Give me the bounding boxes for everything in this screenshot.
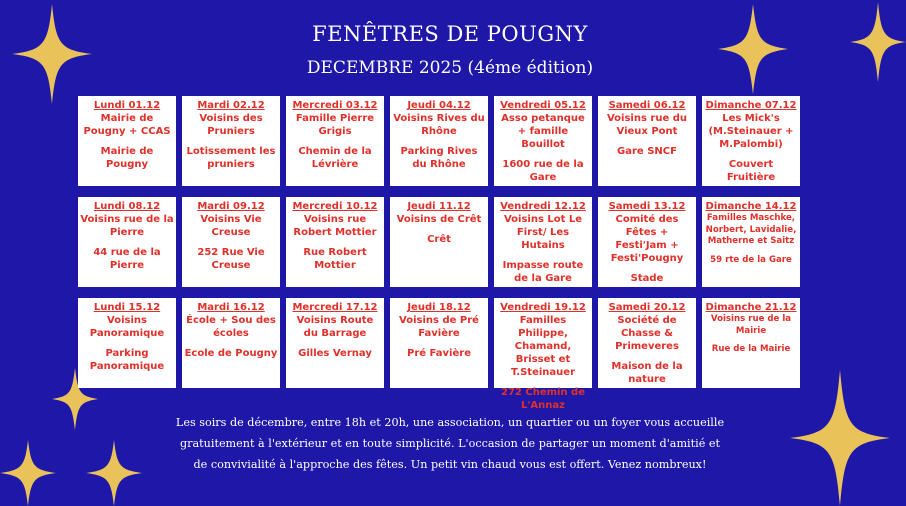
location: Rue Robert Mottier — [303, 247, 367, 271]
day-date: Vendredi 05.12 — [500, 100, 586, 111]
day-date: Dimanche 07.12 — [705, 100, 797, 111]
host-name: Voisins Vie Creuse — [200, 214, 262, 238]
host-name: Familles Maschke, Norbert, Lavidalie, Matherne et Saitz — [705, 213, 797, 246]
location: Rue de la Mairie — [711, 344, 791, 354]
location: Chemin de la Lévrière — [298, 146, 372, 170]
day-card — [182, 96, 280, 186]
day-date: Mercredi 10.12 — [292, 201, 378, 212]
location: Impasse route de la Gare — [502, 260, 584, 284]
gold-star-icon — [12, 4, 92, 104]
gold-star-icon — [790, 370, 890, 506]
host-name: Voisins de Pré Favière — [399, 315, 479, 339]
day-card — [702, 298, 800, 388]
day-card — [702, 197, 800, 287]
host-name: Société de Chasse & Primeveres — [615, 315, 679, 352]
location: 59 rte de la Gare — [710, 254, 792, 265]
day-date: Jeudi 11.12 — [407, 201, 471, 212]
location: Parking Rives du Rhône — [400, 146, 478, 170]
host-name: Voisins rue de la Pierre — [80, 214, 174, 238]
day-card — [390, 197, 488, 287]
location: Maison de la nature — [611, 361, 683, 385]
day-date: Mercredi 03.12 — [292, 100, 378, 111]
host-name: Voisins de Crêt — [396, 214, 482, 225]
day-card — [494, 298, 592, 411]
location: 44 rue de la Pierre — [93, 247, 161, 271]
day-card — [494, 197, 592, 287]
host-name: Voisins Route du Barrage — [296, 315, 374, 339]
day-date: Vendredi 19.12 — [500, 302, 586, 313]
location: Couvert Fruitière — [726, 159, 776, 183]
location: Parking Panoramique — [89, 348, 165, 372]
host-name: Voisins rue de la Mairie — [710, 314, 792, 336]
location: 1600 rue de la Gare — [502, 159, 584, 183]
host-name: École + Sou des écoles — [186, 315, 276, 339]
location: Stade — [630, 273, 664, 284]
day-card — [286, 197, 384, 287]
day-date: Jeudi 04.12 — [407, 100, 471, 111]
day-card — [78, 298, 176, 388]
day-date: Lundi 01.12 — [93, 100, 161, 111]
location: Mairie de Pougny — [100, 146, 154, 170]
day-card — [286, 298, 384, 388]
page-title: FENÊTRES DE POUGNY — [312, 22, 588, 46]
location: Gare SNCF — [617, 146, 677, 157]
day-date: Mardi 02.12 — [197, 100, 265, 111]
host-name: Familles Philippe, Chamand, Brisset et T.Steinauer — [511, 315, 575, 378]
location: Gilles Vernay — [298, 348, 372, 359]
gold-star-icon — [718, 4, 788, 94]
day-date: Samedi 06.12 — [608, 100, 686, 111]
host-name: Comité des Fêtes + Festi'Jam + Festi'Pougny — [610, 214, 684, 264]
location: Pré Favière — [407, 348, 471, 359]
host-name: Asso petanque + famille Bouillot — [501, 113, 585, 150]
day-card — [390, 298, 488, 388]
day-card — [598, 298, 696, 388]
day-date: Mercredi 17.12 — [292, 302, 378, 313]
location: Lotissement les pruniers — [186, 146, 276, 170]
day-date: Vendredi 12.12 — [500, 201, 586, 212]
day-card — [598, 197, 696, 287]
day-date: Dimanche 21.12 — [705, 302, 797, 313]
day-card — [78, 96, 176, 186]
footer-line: Les soirs de décembre, entre 18h et 20h, une association, un quartier ou un foyer vous accueille — [175, 416, 725, 429]
day-date: Samedi 13.12 — [608, 201, 686, 212]
footer-line: gratuitement à l'extérieur et en toute simplicité. L'occasion de partager un moment d'amitié et — [179, 437, 720, 450]
host-name: Mairie de Pougny + CCAS — [83, 113, 171, 137]
day-date: Dimanche 14.12 — [705, 201, 797, 212]
location: Ecole de Pougny — [184, 348, 278, 359]
page-subtitle: DECEMBRE 2025 (4éme édition) — [306, 58, 594, 78]
location: 252 Rue Vie Creuse — [197, 247, 265, 271]
host-name: Voisins Lot Le First/ Les Hutains — [503, 214, 583, 251]
day-card — [598, 96, 696, 186]
host-name: Les Mick's (M.Steinauer + M.Palombi) — [708, 113, 794, 150]
day-card — [182, 197, 280, 287]
day-date: Lundi 08.12 — [93, 201, 161, 212]
gold-star-icon — [0, 440, 56, 506]
footer-text — [150, 412, 750, 475]
gold-star-icon — [86, 440, 142, 506]
day-date: Lundi 15.12 — [93, 302, 161, 313]
day-card — [702, 96, 800, 186]
day-card — [390, 96, 488, 186]
location: Crêt — [427, 234, 451, 245]
host-name: Voisins Rives du Rhône — [393, 113, 485, 137]
host-name: Voisins rue Robert Mottier — [293, 214, 377, 238]
host-name: Famille Pierre Grigis — [295, 113, 375, 137]
day-card — [494, 96, 592, 186]
location: 272 Chemin de L'Annaz — [501, 387, 585, 411]
host-name: Voisins Panoramique — [89, 315, 165, 339]
host-name: Voisins rue du Vieux Pont — [606, 113, 687, 137]
footer-line: de convivialité à l'approche des fêtes. Un petit vin chaud vous est offert. Venez nombreux! — [193, 458, 707, 471]
day-card — [78, 197, 176, 287]
day-date: Jeudi 18.12 — [407, 302, 471, 313]
day-date: Mardi 16.12 — [197, 302, 265, 313]
day-card — [286, 96, 384, 186]
day-date: Samedi 20.12 — [608, 302, 686, 313]
day-date: Mardi 09.12 — [197, 201, 265, 212]
host-name: Voisins des Pruniers — [199, 113, 263, 137]
day-card — [182, 298, 280, 388]
